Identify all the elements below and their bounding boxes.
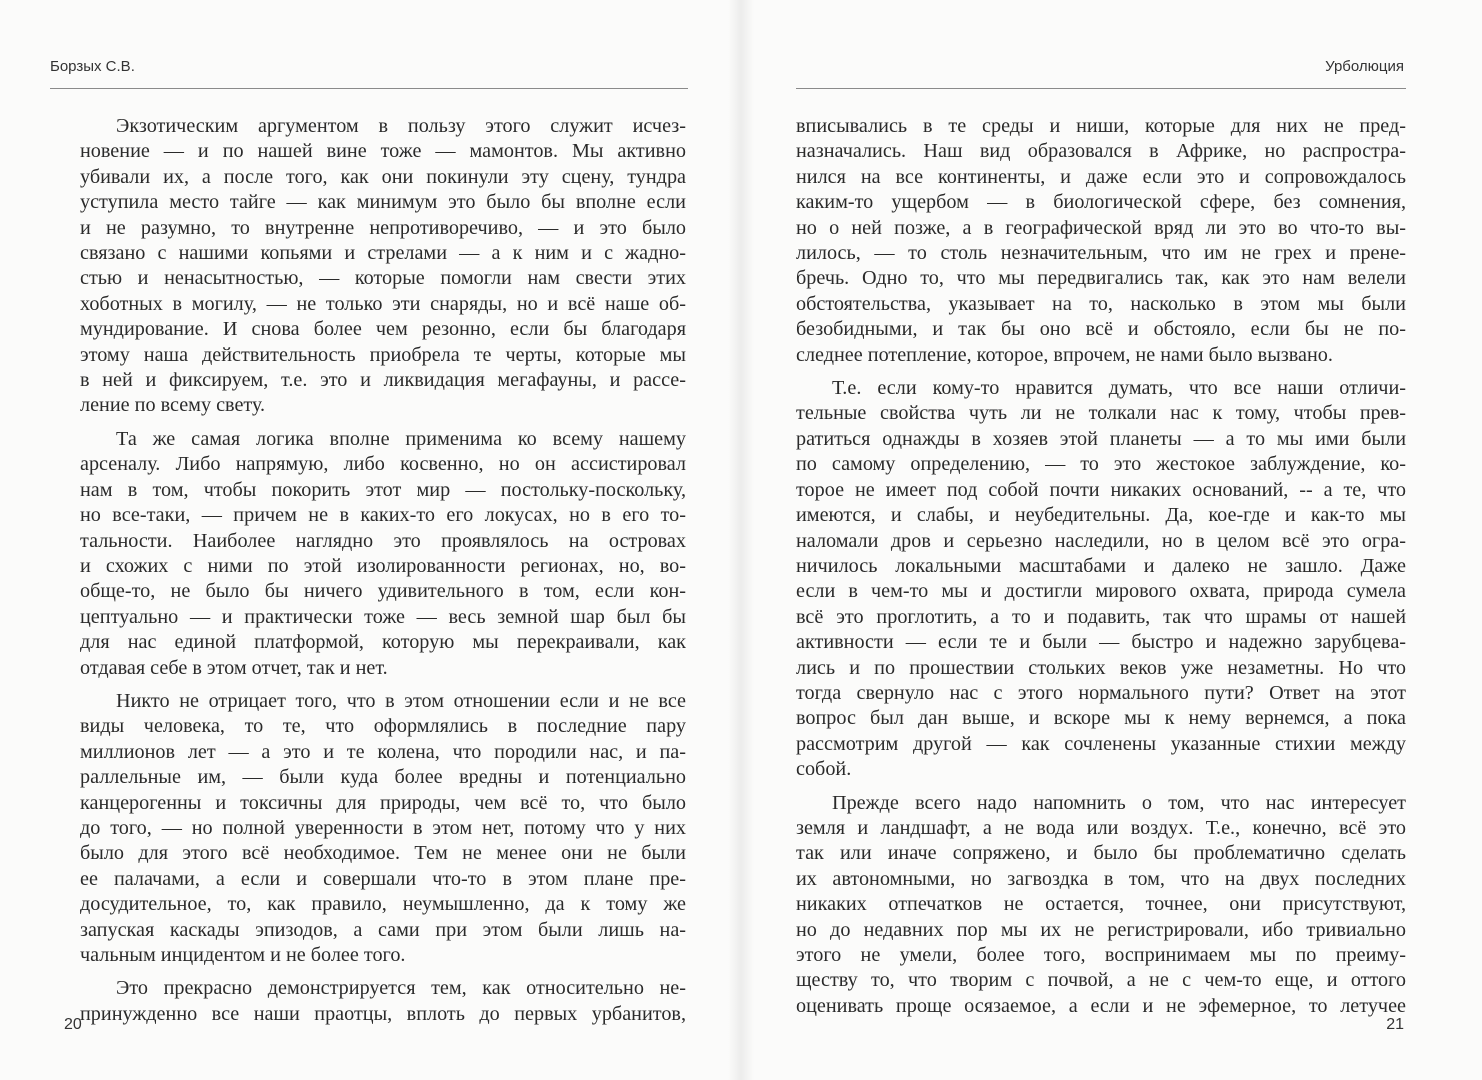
text-line: но все-таки, — причем не в каких-то его локусах, но в его то-: [80, 504, 686, 527]
text-line: раллельные им, — были куда более вредны и потенциально: [80, 766, 686, 789]
text-line: отдавая себе в этом отчет, так и нет.: [80, 656, 388, 679]
text-line: имеются, и слабы, и неубедительны. Да, кое-где и как-то мы: [796, 504, 1406, 527]
text-line: но о ней позже, а в географической вряд ли это во что-то вы-: [796, 216, 1406, 239]
text-line: активности — если те и были — быстро и надежно зарубцева-: [796, 631, 1406, 654]
text-line: но до недавних пор мы их не регистрировали, ибо тривиально: [796, 918, 1406, 941]
text-line: Это прекрасно демонстрируется тем, как относительно не-: [116, 977, 686, 1000]
text-line: всё это проглотить, а то и подавить, так что шрамы от нашей: [796, 605, 1406, 628]
text-line: для нас единой платформой, которую мы перекраивали, как: [80, 631, 686, 654]
text-line: так или иначе сопряжено, и было бы проблематично сделать: [796, 842, 1406, 865]
text-line: по самому определению, — то это жестокое заблуждение, ко-: [796, 453, 1406, 476]
text-line: принужденно все наши праотцы, вплоть до первых урбанитов,: [80, 1002, 686, 1025]
text-line: тальности. Наиболее наглядно это проявлялось на островах: [80, 529, 686, 552]
text-line: Никто не отрицает того, что в этом отношении если и не все: [116, 689, 686, 712]
right-header-rule: [796, 88, 1406, 89]
text-line: Т.е. если кому-то нравится думать, что все наши отличи-: [832, 377, 1406, 400]
text-line: нам в том, чтобы покорить этот мир — постольку-поскольку,: [80, 478, 686, 501]
text-line: следнее потепление, которое, впрочем, не нами было вызвано.: [796, 343, 1333, 366]
text-line: нился на все континенты, и даже если это и сопровождалось: [796, 165, 1406, 188]
text-line: безобидными, и так бы оно всё и обстояло, если бы не по-: [796, 318, 1406, 341]
text-line: ление по всему свету.: [80, 394, 266, 417]
text-line: хоботных в могилу, — не только эти снаряды, но и всё наше об-: [80, 292, 686, 315]
text-line: тогда свернуло нас с этого нормального пути? Ответ на этот: [796, 681, 1406, 704]
text-line: Та же самая логика вполне применима ко всему нашему: [116, 427, 686, 450]
text-line: каким-то ущербом — в биологической сфере, без сомнения,: [796, 191, 1406, 214]
text-line: стью и ненасытностью, — которые помогли нам свести этих: [80, 267, 686, 290]
text-line: ничилось локальными масштабами и далеко не зашло. Даже: [796, 554, 1406, 577]
text-line: этого не умели, более того, воспринимаем мы по преиму-: [796, 944, 1406, 966]
text-line: и не разумно, то внутренне непротиворечиво, — и это было: [80, 216, 686, 239]
text-line: лилось, — то столь незначительным, что им не грех и прене-: [796, 242, 1406, 265]
left-header-rule: [50, 88, 688, 89]
text-line: цептуально — и практически тоже — весь земной шар был бы: [80, 605, 686, 628]
right-body-text: [796, 114, 1406, 1019]
text-line: ратиться однажды в хозяев этой планеты — а то мы ими были: [796, 427, 1406, 450]
text-line: лись и по прошествии стольких веков уже незаметны. Но что: [796, 656, 1406, 679]
text-line: земля и ландшафт, а не вода или воздух. Т.е., конечно, всё это: [796, 816, 1406, 839]
text-line: запуская каскады эпизодов, а сами при этом были лишь на-: [80, 918, 686, 941]
text-line: арсеналу. Либо напрямую, либо косвенно, но он ассистировал: [80, 453, 686, 476]
text-line: в ней и фиксируем, т.е. это и ликвидация мегафауны, и рассе-: [80, 369, 686, 392]
text-line: бречь. Одно то, что мы передвигались так, как это нам велели: [796, 267, 1406, 290]
text-line: канцерогенны и токсичны для природы, чем всё то, что было: [80, 791, 686, 814]
text-line: миллионов лет — а это и те колена, что породили нас, и па-: [80, 740, 686, 763]
text-line: до того, — но полной уверенности в этом нет, потому что у них: [80, 816, 686, 839]
text-line: Экзотическим аргументом в пользу этого служит исчез-: [116, 115, 686, 137]
text-line: назначались. Наш вид образовался в Африке, но распростра-: [796, 140, 1406, 163]
text-line: вопрос был дан выше, и вскоре мы к нему вернемся, а пока: [796, 707, 1406, 730]
text-line: Прежде всего надо напомнить о том, что нас интересует: [832, 791, 1406, 814]
text-line: рассмотрим другой — как сочленены указанные стихии между: [796, 732, 1406, 755]
text-line: если в чем-то мы и достигли мирового охвата, природа сумела: [796, 580, 1406, 603]
right-page: [741, 0, 1482, 1080]
text-line: обще-то, не было бы ничего удивительного в том, если кон-: [80, 580, 686, 603]
text-line: оценивать проще осязаемое, а если и не эфемерное, то летучее: [796, 994, 1406, 1017]
text-line: убивали их, а после того, как они покинули эту сцену, тундра: [80, 165, 686, 188]
right-running-header: Урболюция: [1325, 58, 1404, 75]
text-line: связано с нашими копьями и стрелами — а к ним и с жадно-: [80, 242, 686, 265]
text-line: этому наша действительность приобрела те черты, которые мы: [80, 343, 686, 366]
left-running-header: Борзых С.В.: [50, 58, 135, 75]
text-line: виды человека, то те, что оформлялись в последние пару: [80, 715, 686, 738]
text-line: уступила место тайге — как минимум это было бы вполне если: [80, 191, 686, 214]
left-page-number: 20: [64, 1016, 82, 1033]
text-line: вписывались в те среды и ниши, которые для них не пред-: [796, 115, 1406, 137]
text-line: ее палачами, а если и совершали что-то в этом плане пре-: [80, 867, 686, 890]
text-line: ществу то, что творим с почвой, а не с чем-то еще, и оттого: [796, 969, 1406, 992]
text-line: никаких отпечатков не остается, точнее, они присутствуют,: [796, 893, 1406, 916]
text-line: мундирование. И снова более чем резонно, если бы благодаря: [80, 318, 686, 341]
left-body-text: [80, 114, 686, 1027]
text-line: обстоятельства, указывает на то, насколько в этом мы были: [796, 292, 1406, 315]
text-line: досудительное, то, как правило, неумышленно, да к тому же: [80, 893, 686, 916]
text-line: и схожих с ними по этой изолированности регионах, но, во-: [80, 554, 686, 577]
text-line: собой.: [796, 758, 852, 781]
text-line: наломали дров и серьезно наследили, но в целом всё это огра-: [796, 529, 1406, 552]
text-line: их автономными, но загвоздка в том, что на двух последних: [796, 867, 1406, 890]
text-line: было для этого всё необходимое. Тем не менее они не были: [80, 842, 686, 865]
text-line: новение — и по нашей вине тоже — мамонтов. Мы активно: [80, 140, 686, 163]
text-line: чальным инцидентом и не более того.: [80, 944, 406, 966]
text-line: тельные свойства чуть ли не толкали нас к тому, чтобы прев-: [796, 402, 1406, 425]
right-page-number: 21: [1386, 1016, 1404, 1033]
text-line: торое не имеет под собой почти никаких оснований, -- а те, что: [796, 478, 1406, 501]
